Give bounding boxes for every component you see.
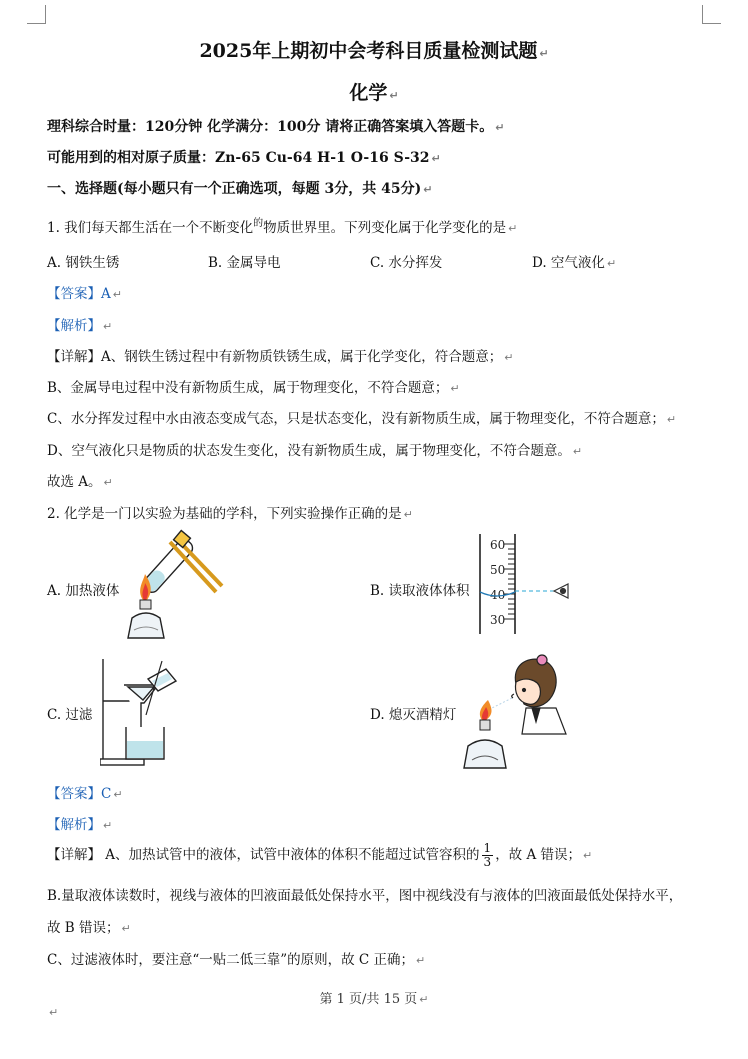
q2-option-a: A. 加热液体 xyxy=(47,583,120,599)
q1-analysis-label: 【解析】 ↵ xyxy=(47,318,113,334)
exam-info: 理科综合时量：120分钟 化学满分：100分 请将正确答案填入答题卡。 ↵ xyxy=(47,119,505,135)
tick-label-50: 50 xyxy=(490,563,506,577)
q1-stem: 1. 我们每天都生活在一个不断变化$^的$物质世界里。下列变化属于化学变化的是 ↵ xyxy=(47,218,518,236)
q2-detail-b-line1: B.量取液体读数时，视线与液体的凹液面最低处保持水平，图中视线没有与液体的凹液面最低处保持水平， xyxy=(47,888,683,904)
eye-icon xyxy=(554,584,568,598)
q1-option-b: B. 金属导电 xyxy=(208,255,281,271)
q2-detail-a: 【详解】 A、加热试管中的液体，试管中液体的体积不能超过试管容积的 $\frac{1}{3}$ ，故 A 错误； ↵ xyxy=(47,841,593,869)
tick-label-30: 30 xyxy=(490,613,506,627)
q2-option-c: C. 过滤 xyxy=(47,707,93,723)
corner-mark-left xyxy=(27,5,46,24)
tick-label-40: 40 xyxy=(490,588,506,602)
section-heading: 一、选择题(每小题只有一个正确选项，每题 3分，共 45分) ↵ xyxy=(47,181,433,197)
subject-title: 化学 ↵ xyxy=(349,82,399,104)
heating-liquid-figure xyxy=(118,528,226,642)
q2-answer: 【答案】C ↵ xyxy=(47,786,123,802)
q1-detail-a: 【详解】A、钢铁生锈过程中有新物质铁锈生成，属于化学变化，符合题意； ↵ xyxy=(47,349,514,365)
tick-label-60: 60 xyxy=(490,538,506,552)
q2-option-d: D. 熄灭酒精灯 xyxy=(370,707,457,723)
fraction-one-third: $\frac{1}{3}$ xyxy=(483,841,492,869)
q1-detail-d: D、空气液化只是物质的状态发生变化，没有新物质生成，属于物理变化，不符合题意。 ↵ xyxy=(47,443,583,459)
corner-mark-right xyxy=(702,5,721,24)
q1-detail-c: C、水分挥发过程中水由液态变成气态，只是状态变化，没有新物质生成，属于物理变化，不符合题意； ↵ xyxy=(47,411,677,427)
q1-option-c: C. 水分挥发 xyxy=(370,255,443,271)
q1-answer: 【答案】A ↵ xyxy=(47,286,122,302)
extinguish-lamp-figure xyxy=(456,652,586,774)
q1-option-a: A. 钢铁生锈 xyxy=(47,255,120,271)
q2-option-b: B. 读取液体体积 xyxy=(370,583,470,599)
q2-detail-c: C、过滤液体时，要注意“一贴二低三靠”的原则，故 C 正确； ↵ xyxy=(47,952,426,968)
trailing-paragraph-mark: ↵ xyxy=(49,1006,59,1019)
exam-title: 2025年上期初中会考科目质量检测试题 ↵ xyxy=(199,40,549,62)
filtration-figure xyxy=(100,655,192,768)
q1-option-d: D. 空气液化 ↵ xyxy=(532,255,617,271)
q2-stem: 2. 化学是一门以实验为基础的学科，下列实验操作正确的是 ↵ xyxy=(47,506,413,522)
q1-detail-b: B、金属导电过程中没有新物质生成，属于物理变化，不符合题意； ↵ xyxy=(47,380,460,396)
q2-detail-b-line2: 故 B 错误； ↵ xyxy=(47,920,131,936)
graduated-cylinder-figure xyxy=(474,530,580,638)
atomic-masses: 可能用到的相对原子质量：Zn-65 Cu-64 H-1 O-16 S-32 ↵ xyxy=(47,150,441,166)
q1-conclusion: 故选 A。 ↵ xyxy=(47,474,113,490)
q2-analysis-label: 【解析】 ↵ xyxy=(47,817,113,833)
page-footer: 第 1 页/共 15 页 ↵ xyxy=(319,992,429,1007)
